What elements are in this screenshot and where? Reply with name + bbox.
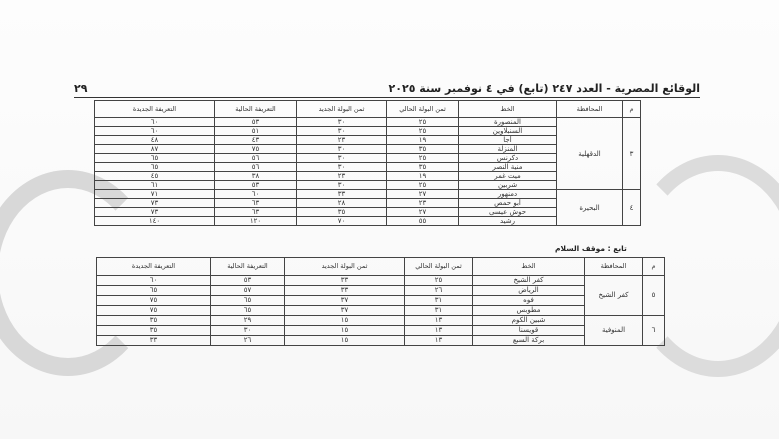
- new-fare-cell: ٨٧: [95, 145, 215, 154]
- current-fare-cell: ٥٣: [215, 181, 297, 190]
- column-header: المحافظة: [585, 258, 643, 276]
- line-cell: منية النصر: [459, 163, 557, 172]
- new-price-cell: ٧٠: [297, 217, 387, 226]
- new-fare-cell: ٧٣: [95, 208, 215, 217]
- new-price-cell: ٢٣: [297, 172, 387, 181]
- table-row: [95, 118, 641, 127]
- row-index-cell: ٣: [623, 118, 641, 190]
- new-price-cell: ٣٧: [285, 306, 405, 316]
- current-price-cell: ١٩: [387, 172, 459, 181]
- new-price-cell: ٣٣: [285, 276, 405, 286]
- line-cell: بركة السبع: [473, 336, 585, 346]
- new-fare-cell: ١٤٠: [95, 217, 215, 226]
- new-price-cell: ٢٣: [297, 136, 387, 145]
- current-price-cell: ٢٧: [387, 190, 459, 199]
- current-price-cell: ٢٥: [387, 127, 459, 136]
- current-price-cell: ٢٥: [387, 181, 459, 190]
- governorate-cell: المنوفية: [585, 316, 643, 346]
- new-price-cell: ٣٥: [297, 208, 387, 217]
- new-fare-cell: ٤٨: [95, 136, 215, 145]
- fare-table-2: [96, 257, 665, 346]
- table-row: [97, 326, 665, 336]
- table-row: [97, 286, 665, 296]
- new-fare-cell: ٦٠: [95, 127, 215, 136]
- line-cell: ميت غمر: [459, 172, 557, 181]
- current-price-cell: ٢٦: [405, 286, 473, 296]
- line-cell: الرياض: [473, 286, 585, 296]
- table-row: [95, 190, 641, 199]
- line-cell: أجا: [459, 136, 557, 145]
- current-fare-cell: ٣٠: [211, 326, 285, 336]
- new-price-cell: ١٥: [285, 326, 405, 336]
- current-price-cell: ١٣: [405, 316, 473, 326]
- current-price-cell: ١٣: [405, 326, 473, 336]
- new-fare-cell: ٣٥: [97, 326, 211, 336]
- column-header: التعريفة الجديدة: [97, 258, 211, 276]
- current-fare-cell: ٥٧: [211, 286, 285, 296]
- current-fare-cell: ٢٦: [211, 336, 285, 346]
- current-price-cell: ٢٣: [387, 199, 459, 208]
- column-header: الخط: [459, 101, 557, 118]
- current-fare-cell: ٦٥: [211, 296, 285, 306]
- new-fare-cell: ٧١: [95, 190, 215, 199]
- table-row: [97, 336, 665, 346]
- new-fare-cell: ٦١: [95, 181, 215, 190]
- fare-table-1: [94, 100, 641, 226]
- current-price-cell: ٢٧: [387, 208, 459, 217]
- new-price-cell: ٣٠: [297, 163, 387, 172]
- row-index-cell: ٦: [643, 316, 665, 346]
- current-fare-cell: ٦٣: [215, 208, 297, 217]
- current-price-cell: ٢٥: [405, 276, 473, 286]
- line-cell: رشيد: [459, 217, 557, 226]
- column-header: التعريفة الحالية: [211, 258, 285, 276]
- new-fare-cell: ٦٥: [95, 163, 215, 172]
- current-price-cell: ٣٥: [387, 163, 459, 172]
- current-price-cell: ٣١: [405, 306, 473, 316]
- column-header: ثمن البولة الحالي: [387, 101, 459, 118]
- current-fare-cell: ٣٨: [215, 172, 297, 181]
- new-fare-cell: ٧٣: [95, 199, 215, 208]
- new-price-cell: ٣٣: [285, 286, 405, 296]
- new-fare-cell: ٦٠: [97, 276, 211, 286]
- current-price-cell: ١٣: [405, 336, 473, 346]
- current-fare-cell: ١٢٠: [215, 217, 297, 226]
- current-price-cell: ٣١: [405, 296, 473, 306]
- continued-note: تابع : موقف السلام: [555, 244, 627, 253]
- current-price-cell: ٥٥: [387, 217, 459, 226]
- table-row: [97, 296, 665, 306]
- column-header: ثمن البولة الحالي: [405, 258, 473, 276]
- governorate-cell: الدقهلية: [557, 118, 623, 190]
- current-price-cell: ٢٥: [387, 154, 459, 163]
- new-price-cell: ١٥: [285, 316, 405, 326]
- header-title: الوقائع المصرية - العدد ٢٤٧ (تابع) في ٤ نوفمبر سنة ٢٠٢٥: [388, 82, 700, 95]
- governorate-cell: البحيرة: [557, 190, 623, 226]
- line-cell: أبو حمص: [459, 199, 557, 208]
- new-price-cell: ٣٣: [297, 190, 387, 199]
- current-fare-cell: ٧٥: [215, 145, 297, 154]
- current-fare-cell: ٥٦: [215, 154, 297, 163]
- current-fare-cell: ٥٣: [211, 276, 285, 286]
- new-price-cell: ٣٠: [297, 118, 387, 127]
- row-index-cell: ٤: [623, 190, 641, 226]
- column-header: م: [643, 258, 665, 276]
- line-cell: شبين الكوم: [473, 316, 585, 326]
- current-fare-cell: ٦٣: [215, 199, 297, 208]
- line-cell: حوش عيسى: [459, 208, 557, 217]
- new-price-cell: ٣٠: [297, 145, 387, 154]
- page-number: ٢٩: [74, 82, 88, 95]
- current-fare-cell: ٦٠: [215, 190, 297, 199]
- current-price-cell: ١٩: [387, 136, 459, 145]
- current-fare-cell: ٢٩: [211, 316, 285, 326]
- current-fare-cell: ٦٥: [211, 306, 285, 316]
- line-cell: شربين: [459, 181, 557, 190]
- table-header-row: [95, 101, 641, 118]
- column-header: ثمن البولة الجديد: [285, 258, 405, 276]
- current-fare-cell: ٥٦: [215, 163, 297, 172]
- new-price-cell: ٣٠: [297, 181, 387, 190]
- current-fare-cell: ٥١: [215, 127, 297, 136]
- column-header: الخط: [473, 258, 585, 276]
- line-cell: السنبلاوين: [459, 127, 557, 136]
- line-cell: قويسنا: [473, 326, 585, 336]
- table-row: [97, 306, 665, 316]
- line-cell: المنزلة: [459, 145, 557, 154]
- current-price-cell: ٢٥: [387, 118, 459, 127]
- new-fare-cell: ٦٥: [97, 286, 211, 296]
- table-row: [97, 276, 665, 286]
- new-fare-cell: ٧٥: [97, 306, 211, 316]
- column-header: م: [623, 101, 641, 118]
- row-index-cell: ٥: [643, 276, 665, 316]
- new-price-cell: ٢٨: [297, 199, 387, 208]
- line-cell: المنصورة: [459, 118, 557, 127]
- new-fare-cell: ٣٥: [97, 316, 211, 326]
- column-header: ثمن البولة الجديد: [297, 101, 387, 118]
- new-fare-cell: ٦٥: [95, 154, 215, 163]
- column-header: التعريفة الحالية: [215, 101, 297, 118]
- governorate-cell: كفر الشيخ: [585, 276, 643, 316]
- new-price-cell: ٣٠: [297, 154, 387, 163]
- new-fare-cell: ٤٥: [95, 172, 215, 181]
- table-header-row: [97, 258, 665, 276]
- new-fare-cell: ٧٥: [97, 296, 211, 306]
- line-cell: مطوبس: [473, 306, 585, 316]
- line-cell: دكرنس: [459, 154, 557, 163]
- table-row: [97, 316, 665, 326]
- page-header: [74, 80, 700, 97]
- line-cell: دمنهور: [459, 190, 557, 199]
- line-cell: كفر الشيخ: [473, 276, 585, 286]
- new-fare-cell: ٣٣: [97, 336, 211, 346]
- column-header: المحافظة: [557, 101, 623, 118]
- header-rule: [74, 97, 700, 98]
- new-fare-cell: ٦٠: [95, 118, 215, 127]
- line-cell: فوه: [473, 296, 585, 306]
- current-fare-cell: ٤٣: [215, 136, 297, 145]
- new-price-cell: ٣٧: [285, 296, 405, 306]
- new-price-cell: ١٥: [285, 336, 405, 346]
- current-price-cell: ٣٥: [387, 145, 459, 154]
- new-price-cell: ٣٠: [297, 127, 387, 136]
- column-header: التعريفة الجديدة: [95, 101, 215, 118]
- current-fare-cell: ٥٣: [215, 118, 297, 127]
